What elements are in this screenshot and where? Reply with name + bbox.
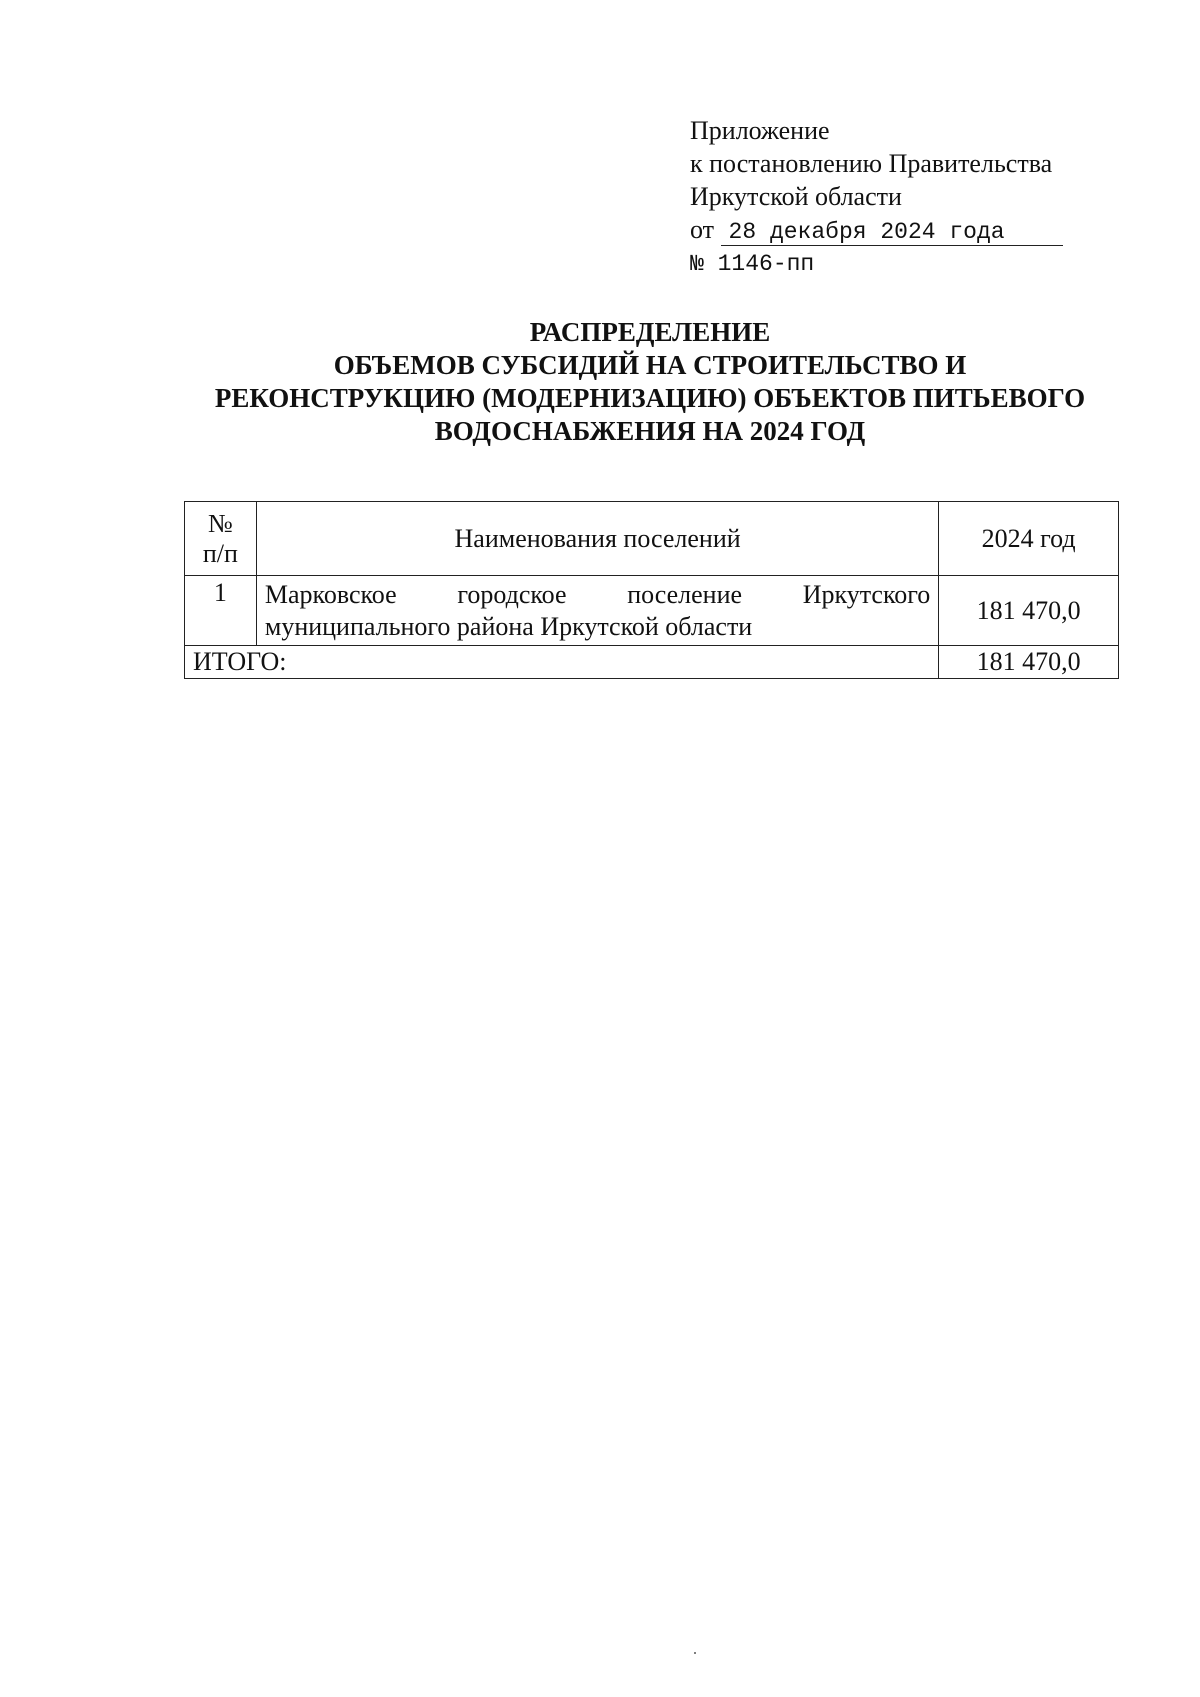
date-value: 28 декабря 2024 года xyxy=(721,219,1063,246)
title-line-4: ВОДОСНАБЖЕНИЯ НА 2024 ГОД xyxy=(434,416,866,446)
appendix-date-line xyxy=(690,213,1110,246)
table-row xyxy=(185,576,1119,646)
settlement-word-1: Марковское xyxy=(264,579,397,609)
header-settlement-name: Наименования поселений xyxy=(256,502,938,576)
row-number: 1 xyxy=(185,576,257,646)
table-header-row xyxy=(185,502,1119,576)
document-title xyxy=(160,316,1140,448)
header-year: 2024 год xyxy=(939,502,1119,576)
header-number-sign: № xyxy=(208,509,233,538)
title-line-2: ОБЪЕМОВ СУБСИДИЙ НА СТРОИТЕЛЬСТВО И xyxy=(333,350,967,380)
total-value: 181 470,0 xyxy=(939,646,1119,679)
appendix-region: Иркутской области xyxy=(690,182,902,211)
settlement-word-4: Иркутского xyxy=(802,579,931,609)
title-line-1: РАСПРЕДЕЛЕНИЕ xyxy=(529,317,771,347)
row-settlement-name xyxy=(256,576,938,646)
settlement-name-line-1 xyxy=(265,579,930,611)
table-total-row xyxy=(185,646,1119,679)
title-line-3: РЕКОНСТРУКЦИЮ (МОДЕРНИЗАЦИЮ) ОБЪЕКТОВ ПИТЬЕВОГО xyxy=(214,383,1086,413)
date-prefix: от xyxy=(690,215,715,244)
total-label: ИТОГО: xyxy=(185,646,939,679)
appendix-reference: к постановлению Правительства xyxy=(690,149,1053,178)
appendix-label: Приложение xyxy=(690,116,830,145)
decree-number: № 1146-пп xyxy=(690,251,815,277)
settlement-word-3: поселение xyxy=(627,579,743,609)
scan-speck xyxy=(694,1652,696,1654)
appendix-block xyxy=(690,114,1110,281)
header-number xyxy=(185,502,257,576)
distribution-table xyxy=(184,501,1119,679)
settlement-name-line-2: муниципального района Иркутской области xyxy=(264,611,753,641)
settlement-word-2: городское xyxy=(457,579,567,609)
header-number-abbr: п/п xyxy=(202,539,238,568)
row-value: 181 470,0 xyxy=(939,576,1119,646)
